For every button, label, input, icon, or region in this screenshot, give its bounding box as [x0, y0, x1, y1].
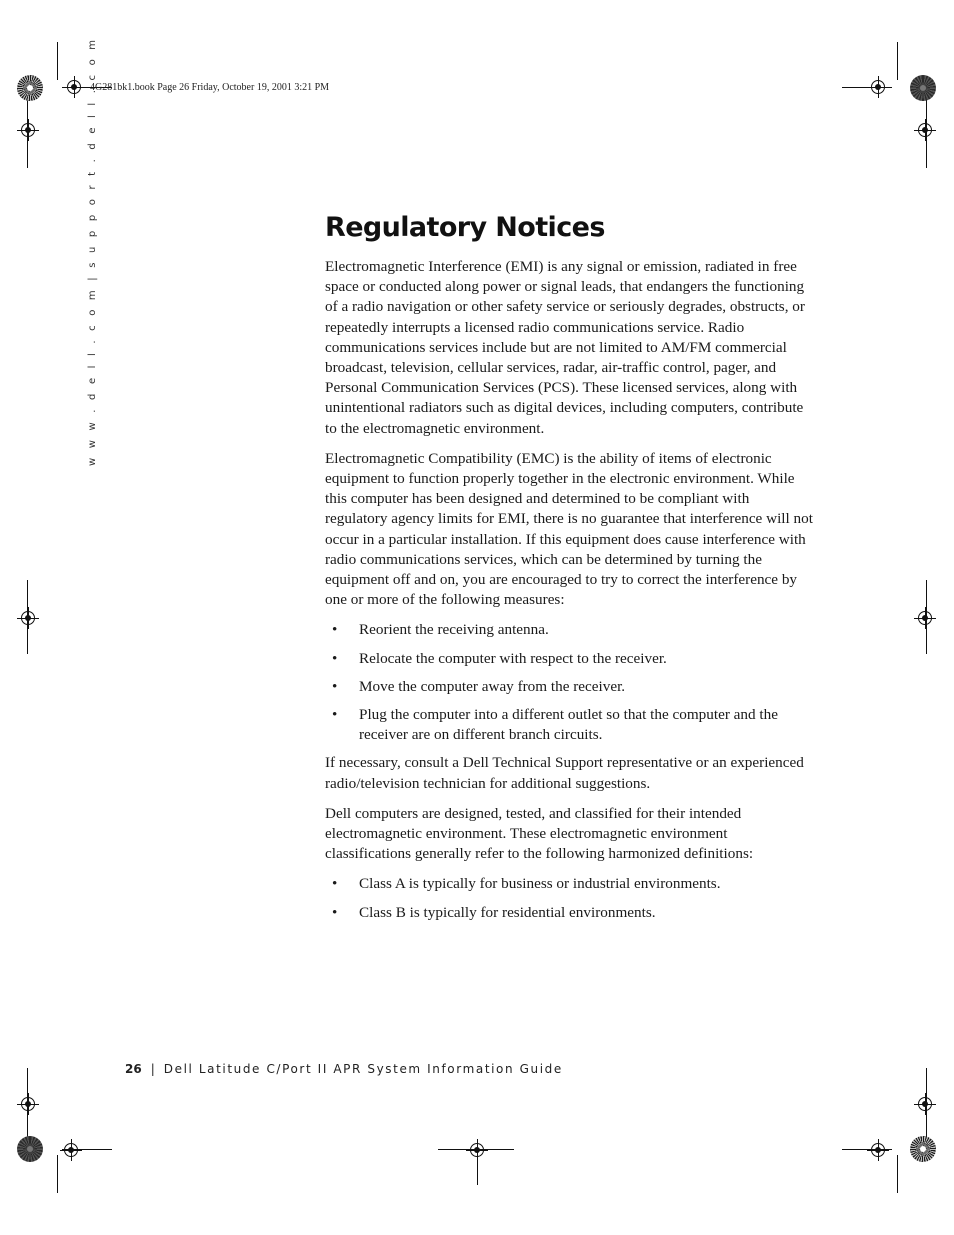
bullet-icon: •: [332, 677, 338, 695]
list-item-text: Reorient the receiving antenna.: [359, 621, 549, 639]
bullet-icon: •: [332, 903, 338, 921]
footer-separator: |: [150, 1062, 155, 1076]
body-content: [325, 257, 815, 931]
page-footer: [125, 1062, 563, 1076]
bullet-icon: •: [332, 706, 338, 724]
page-title: Regulatory Notices: [325, 212, 605, 243]
registration-mark-icon: [17, 119, 39, 141]
page-number: 26: [125, 1062, 142, 1076]
list-item: [325, 677, 815, 697]
list-item-text: Class B is typically for residential environments.: [359, 903, 656, 921]
registration-mark-icon: [867, 76, 889, 98]
star-target-icon: [17, 1136, 43, 1162]
crop-mark: [57, 1155, 58, 1193]
bullet-icon: •: [332, 649, 338, 667]
registration-mark-icon: [63, 76, 85, 98]
list-item: [325, 874, 815, 894]
list-item-text: Plug the computer into a different outlet so that the computer and the receiver are on different branch circuits.: [359, 706, 778, 744]
registration-mark-icon: [60, 1139, 82, 1161]
registration-mark-icon: [914, 1093, 936, 1115]
print-slug: 4G281bk1.book Page 26 Friday, October 19, 2001 3:21 PM: [90, 82, 330, 93]
guide-title: Dell Latitude C/Port II APR System Information Guide: [163, 1062, 563, 1076]
list-item-text: Move the computer away from the receiver.: [359, 677, 626, 695]
list-item: [325, 705, 815, 745]
paragraph-consult: If necessary, consult a Dell Technical Support representative or an experienced radio/television technician for additional suggestions.: [325, 754, 804, 792]
list-item: [325, 903, 815, 923]
registration-mark-icon: [17, 1093, 39, 1115]
measures-list: [325, 620, 815, 745]
bullet-icon: •: [332, 621, 338, 639]
registration-mark-icon: [914, 607, 936, 629]
paragraph-emc: Electromagnetic Compatibility (EMC) is the ability of items of electronic equipment to function properly together in the electronic environment. While this computer has been designed and determined to be compliant with regulatory agency limits for EMI, there is no guarantee that interference will not occur in a particular installation. If this equipment does cause interference with radio communications services, which can be determined by turning the equipment off and on, you are encouraged to try to correct the interference by one or more of the following measures:: [325, 449, 813, 609]
bullet-icon: •: [332, 875, 338, 893]
crop-mark: [897, 1155, 898, 1193]
sidebar-url: w w w . d e l l . c o m | s u p p o r t . d e l l . c o m: [87, 36, 98, 466]
paragraph-classification: Dell computers are designed, tested, and classified for their intended electromagnetic environment. These electromagnetic environment classifications generally refer to the following harmonized definitions:: [325, 804, 754, 863]
list-item: [325, 649, 815, 669]
paragraph-emi: Electromagnetic Interference (EMI) is any signal or emission, radiated in free space or conducted along power or signal leads, that endangers the functioning of a radio navigation or other safety service or seriously degrades, obstructs, or repeatedly interrupts a licensed radio communications service. Radio communications services include but are not limited to AM/FM commercial broadcast, television, cellular services, radar, air-traffic control, pager, and Personal Communication Services (PCS). These licensed services, along with unintentional radiators such as digital devices, including computers, contribute to the electromagnetic environment.: [325, 258, 805, 437]
star-target-icon: [910, 1136, 936, 1162]
star-target-icon: [17, 75, 43, 101]
list-item-text: Relocate the computer with respect to the receiver.: [359, 649, 667, 667]
star-target-icon: [910, 75, 936, 101]
list-item: [325, 620, 815, 640]
crop-mark: [57, 42, 58, 80]
registration-mark-icon: [466, 1139, 488, 1161]
crop-mark: [897, 42, 898, 80]
registration-mark-icon: [867, 1139, 889, 1161]
list-item-text: Class A is typically for business or industrial environments.: [359, 875, 721, 893]
registration-mark-icon: [17, 607, 39, 629]
classes-list: [325, 874, 815, 922]
registration-mark-icon: [914, 119, 936, 141]
